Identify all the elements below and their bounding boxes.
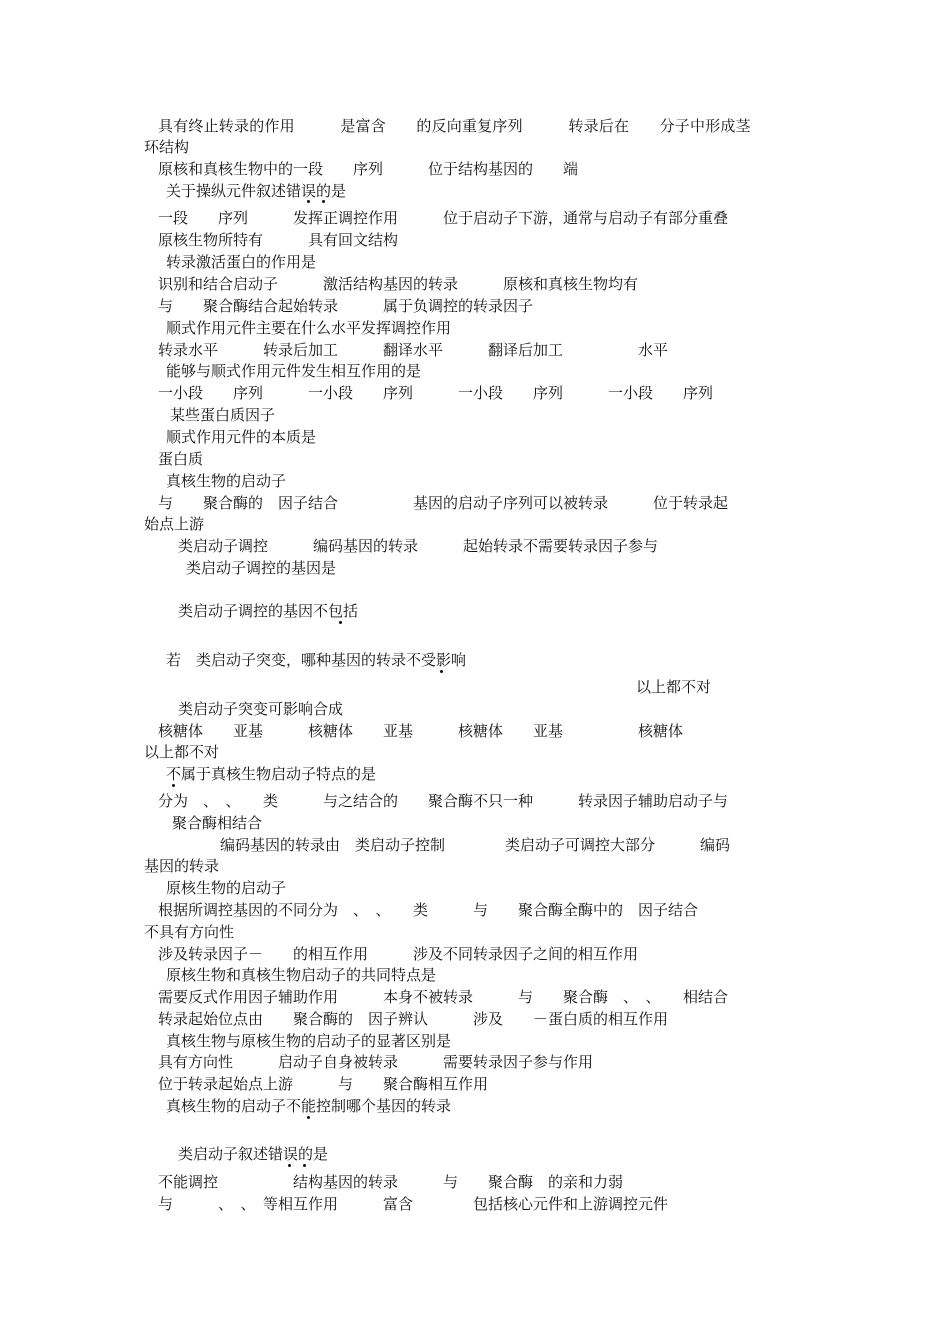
text-line: 具有方向性 启动子自身被转录 需要转录因子参与作用 bbox=[158, 1053, 594, 1071]
emphasis-dot bbox=[440, 670, 443, 673]
text-line: 转录起始位点由 聚合酶的 因子辨认 涉及 －蛋白质的相互作用 bbox=[158, 1010, 669, 1028]
text-line: 真核生物与原核生物的启动子的显著区别是 bbox=[166, 1032, 452, 1050]
text-line: 转录激活蛋白的作用是 bbox=[166, 253, 317, 271]
text-line: 不具有方向性 bbox=[144, 923, 235, 941]
text-line: 某些蛋白质因子 bbox=[170, 406, 276, 424]
text-line: 编码基因的转录由 类启动子控制 类启动子可调控大部分 编码 bbox=[220, 836, 731, 854]
text-line: 识别和结合启动子 激活结构基因的转录 原核和真核生物均有 bbox=[158, 275, 639, 293]
text-line: 涉及转录因子－ 的相互作用 涉及不同转录因子之间的相互作用 bbox=[158, 945, 639, 963]
text-line: 真核生物的启动子 bbox=[166, 472, 287, 490]
text-line: 分为 、 、 类 与之结合的 聚合酶不只一种 转录因子辅助启动子与 bbox=[158, 792, 729, 810]
text-line: 始点上游 bbox=[144, 515, 205, 533]
text-line: 一小段 序列 一小段 序列 一小段 序列 一小段 序列 bbox=[158, 384, 714, 402]
text-line: 原核生物的启动子 bbox=[166, 879, 287, 897]
text-line: 聚合酶相结合 bbox=[172, 814, 263, 832]
text-line: 需要反式作用因子辅助作用 本身不被转录 与 聚合酶 、 、 相结合 bbox=[158, 988, 729, 1006]
text-line: 原核生物和真核生物启动子的共同特点是 bbox=[166, 966, 437, 984]
text-line: 与 聚合酶结合起始转录 属于负调控的转录因子 bbox=[158, 297, 534, 315]
text-line: 根据所调控基因的不同分为 、 、 类 与 聚合酶全酶中的 因子结合 bbox=[158, 901, 699, 919]
text-line: 不属于真核生物启动子特点的是 bbox=[166, 765, 377, 783]
text-line: 与 、 、 等相互作用 富含 包括核心元件和上游调控元件 bbox=[158, 1195, 669, 1213]
emphasis-dot bbox=[339, 621, 342, 624]
text-line: 顺式作用元件的本质是 bbox=[166, 428, 317, 446]
text-line: 类启动子调控的基因不包括 bbox=[178, 602, 359, 620]
emphasis-dot bbox=[172, 784, 175, 787]
text-line: 转录水平 转录后加工 翻译水平 翻译后加工 水平 bbox=[158, 341, 669, 359]
text-line: 类启动子调控 编码基因的转录 起始转录不需要转录因子参与 bbox=[178, 537, 659, 555]
emphasis-dot bbox=[303, 1164, 306, 1167]
text-line: 位于转录起始点上游 与 聚合酶相互作用 bbox=[158, 1075, 489, 1093]
text-line: 核糖体 亚基 核糖体 亚基 核糖体 亚基 核糖体 bbox=[158, 722, 684, 740]
emphasis-dot bbox=[307, 200, 310, 203]
text-line: 若 类启动子突变，哪种基因的转录不受影响 bbox=[166, 651, 467, 669]
text-line: 类启动子叙述错误的是 bbox=[178, 1145, 329, 1163]
text-line: 以上都不对 bbox=[636, 678, 712, 696]
text-line: 真核生物的启动子不能控制哪个基因的转录 bbox=[166, 1097, 452, 1115]
emphasis-dot bbox=[322, 200, 325, 203]
text-line: 环结构 bbox=[144, 138, 190, 156]
text-line: 能够与顺式作用元件发生相互作用的是 bbox=[166, 362, 422, 380]
emphasis-dot bbox=[288, 1164, 291, 1167]
emphasis-dot bbox=[307, 1116, 310, 1119]
text-line: 原核和真核生物中的一段 序列 位于结构基因的 端 bbox=[158, 160, 579, 178]
text-line: 原核生物所特有 具有回文结构 bbox=[158, 231, 399, 249]
text-line: 基因的转录 bbox=[144, 857, 220, 875]
text-line: 顺式作用元件主要在什么水平发挥调控作用 bbox=[166, 319, 452, 337]
text-line: 与 聚合酶的 因子结合 基因的启动子序列可以被转录 位于转录起 bbox=[158, 494, 729, 512]
text-line: 关于操纵元件叙述错误的是 bbox=[166, 182, 347, 200]
text-line: 以上都不对 bbox=[144, 743, 220, 761]
text-line: 类启动子调控的基因是 bbox=[186, 559, 337, 577]
text-line: 不能调控 结构基因的转录 与 聚合酶 的亲和力弱 bbox=[158, 1173, 624, 1191]
text-line: 一段 序列 发挥正调控作用 位于启动子下游，通常与启动子有部分重叠 bbox=[158, 209, 729, 227]
text-line: 类启动子突变可影响合成 bbox=[178, 700, 344, 718]
text-line: 蛋白质 bbox=[158, 450, 204, 468]
text-line: 具有终止转录的作用 是富含 的反向重复序列 转录后在 分子中形成茎 bbox=[158, 117, 751, 135]
